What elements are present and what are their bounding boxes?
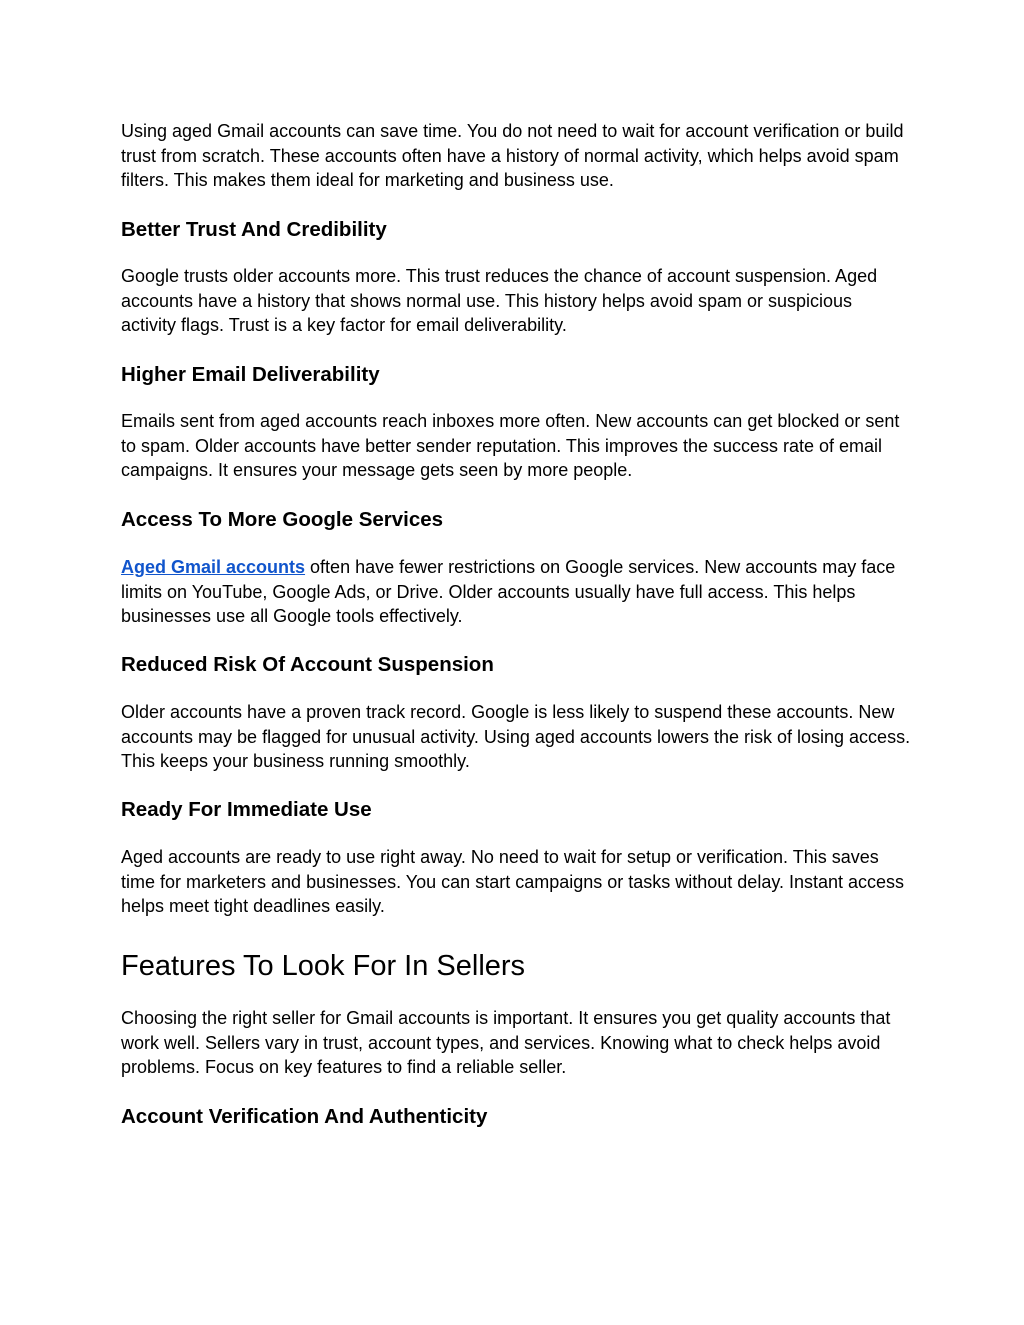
features-paragraph: Choosing the right seller for Gmail accounts is important. It ensures you get quality accounts that work well. Sellers vary in trust, account types, and services. Knowing what to check helps avoid problems. Focus on key features to find a reliable seller. bbox=[121, 1008, 891, 1077]
intro-paragraph: Using aged Gmail accounts can save time. You do not need to wait for account verification or build trust from scratch. These accounts often have a history of normal activity, which helps avoid spam filters. This makes them ideal for marketing and business use. bbox=[121, 121, 904, 190]
section-heading: Better Trust And Credibility bbox=[121, 218, 387, 241]
section-paragraph: Aged accounts are ready to use right away. No need to wait for setup or verification. This saves time for marketers and businesses. You can start campaigns or tasks without delay. Instant access helps meet tight deadlines easily. bbox=[121, 847, 905, 916]
section-paragraph-text: often have fewer restrictions on Google services. New accounts may face limits on YouTube, Google Ads, or Drive. Older accounts usually have full access. This helps businesses use all Google tools effectively. bbox=[121, 557, 896, 626]
section-heading: Higher Email Deliverability bbox=[121, 363, 380, 386]
section-paragraph: Google trusts older accounts more. This trust reduces the chance of account suspension. Aged accounts have a history that shows normal use. This history helps avoid spam or suspicious activity flags. Trust is a key factor for email deliverability. bbox=[121, 266, 878, 335]
aged-gmail-accounts-link[interactable]: Aged Gmail accounts bbox=[121, 557, 306, 577]
features-subheading: Account Verification And Authenticity bbox=[121, 1105, 488, 1128]
section-paragraph: Emails sent from aged accounts reach inboxes more often. New accounts can get blocked or sent to spam. Older accounts have better sender reputation. This improves the success rate of email campaigns. It ensures your message gets seen by more people. bbox=[121, 411, 900, 480]
section-heading: Reduced Risk Of Account Suspension bbox=[121, 653, 494, 676]
features-title: Features To Look For In Sellers bbox=[121, 950, 526, 982]
section-paragraph bbox=[121, 555, 911, 629]
section-heading: Access To More Google Services bbox=[121, 508, 444, 531]
section-paragraph: Older accounts have a proven track record. Google is less likely to suspend these accounts. New accounts may be flagged for unusual activity. Using aged accounts lowers the risk of losing access. This keeps your business running smoothly. bbox=[121, 702, 911, 771]
section-heading: Ready For Immediate Use bbox=[121, 798, 372, 821]
